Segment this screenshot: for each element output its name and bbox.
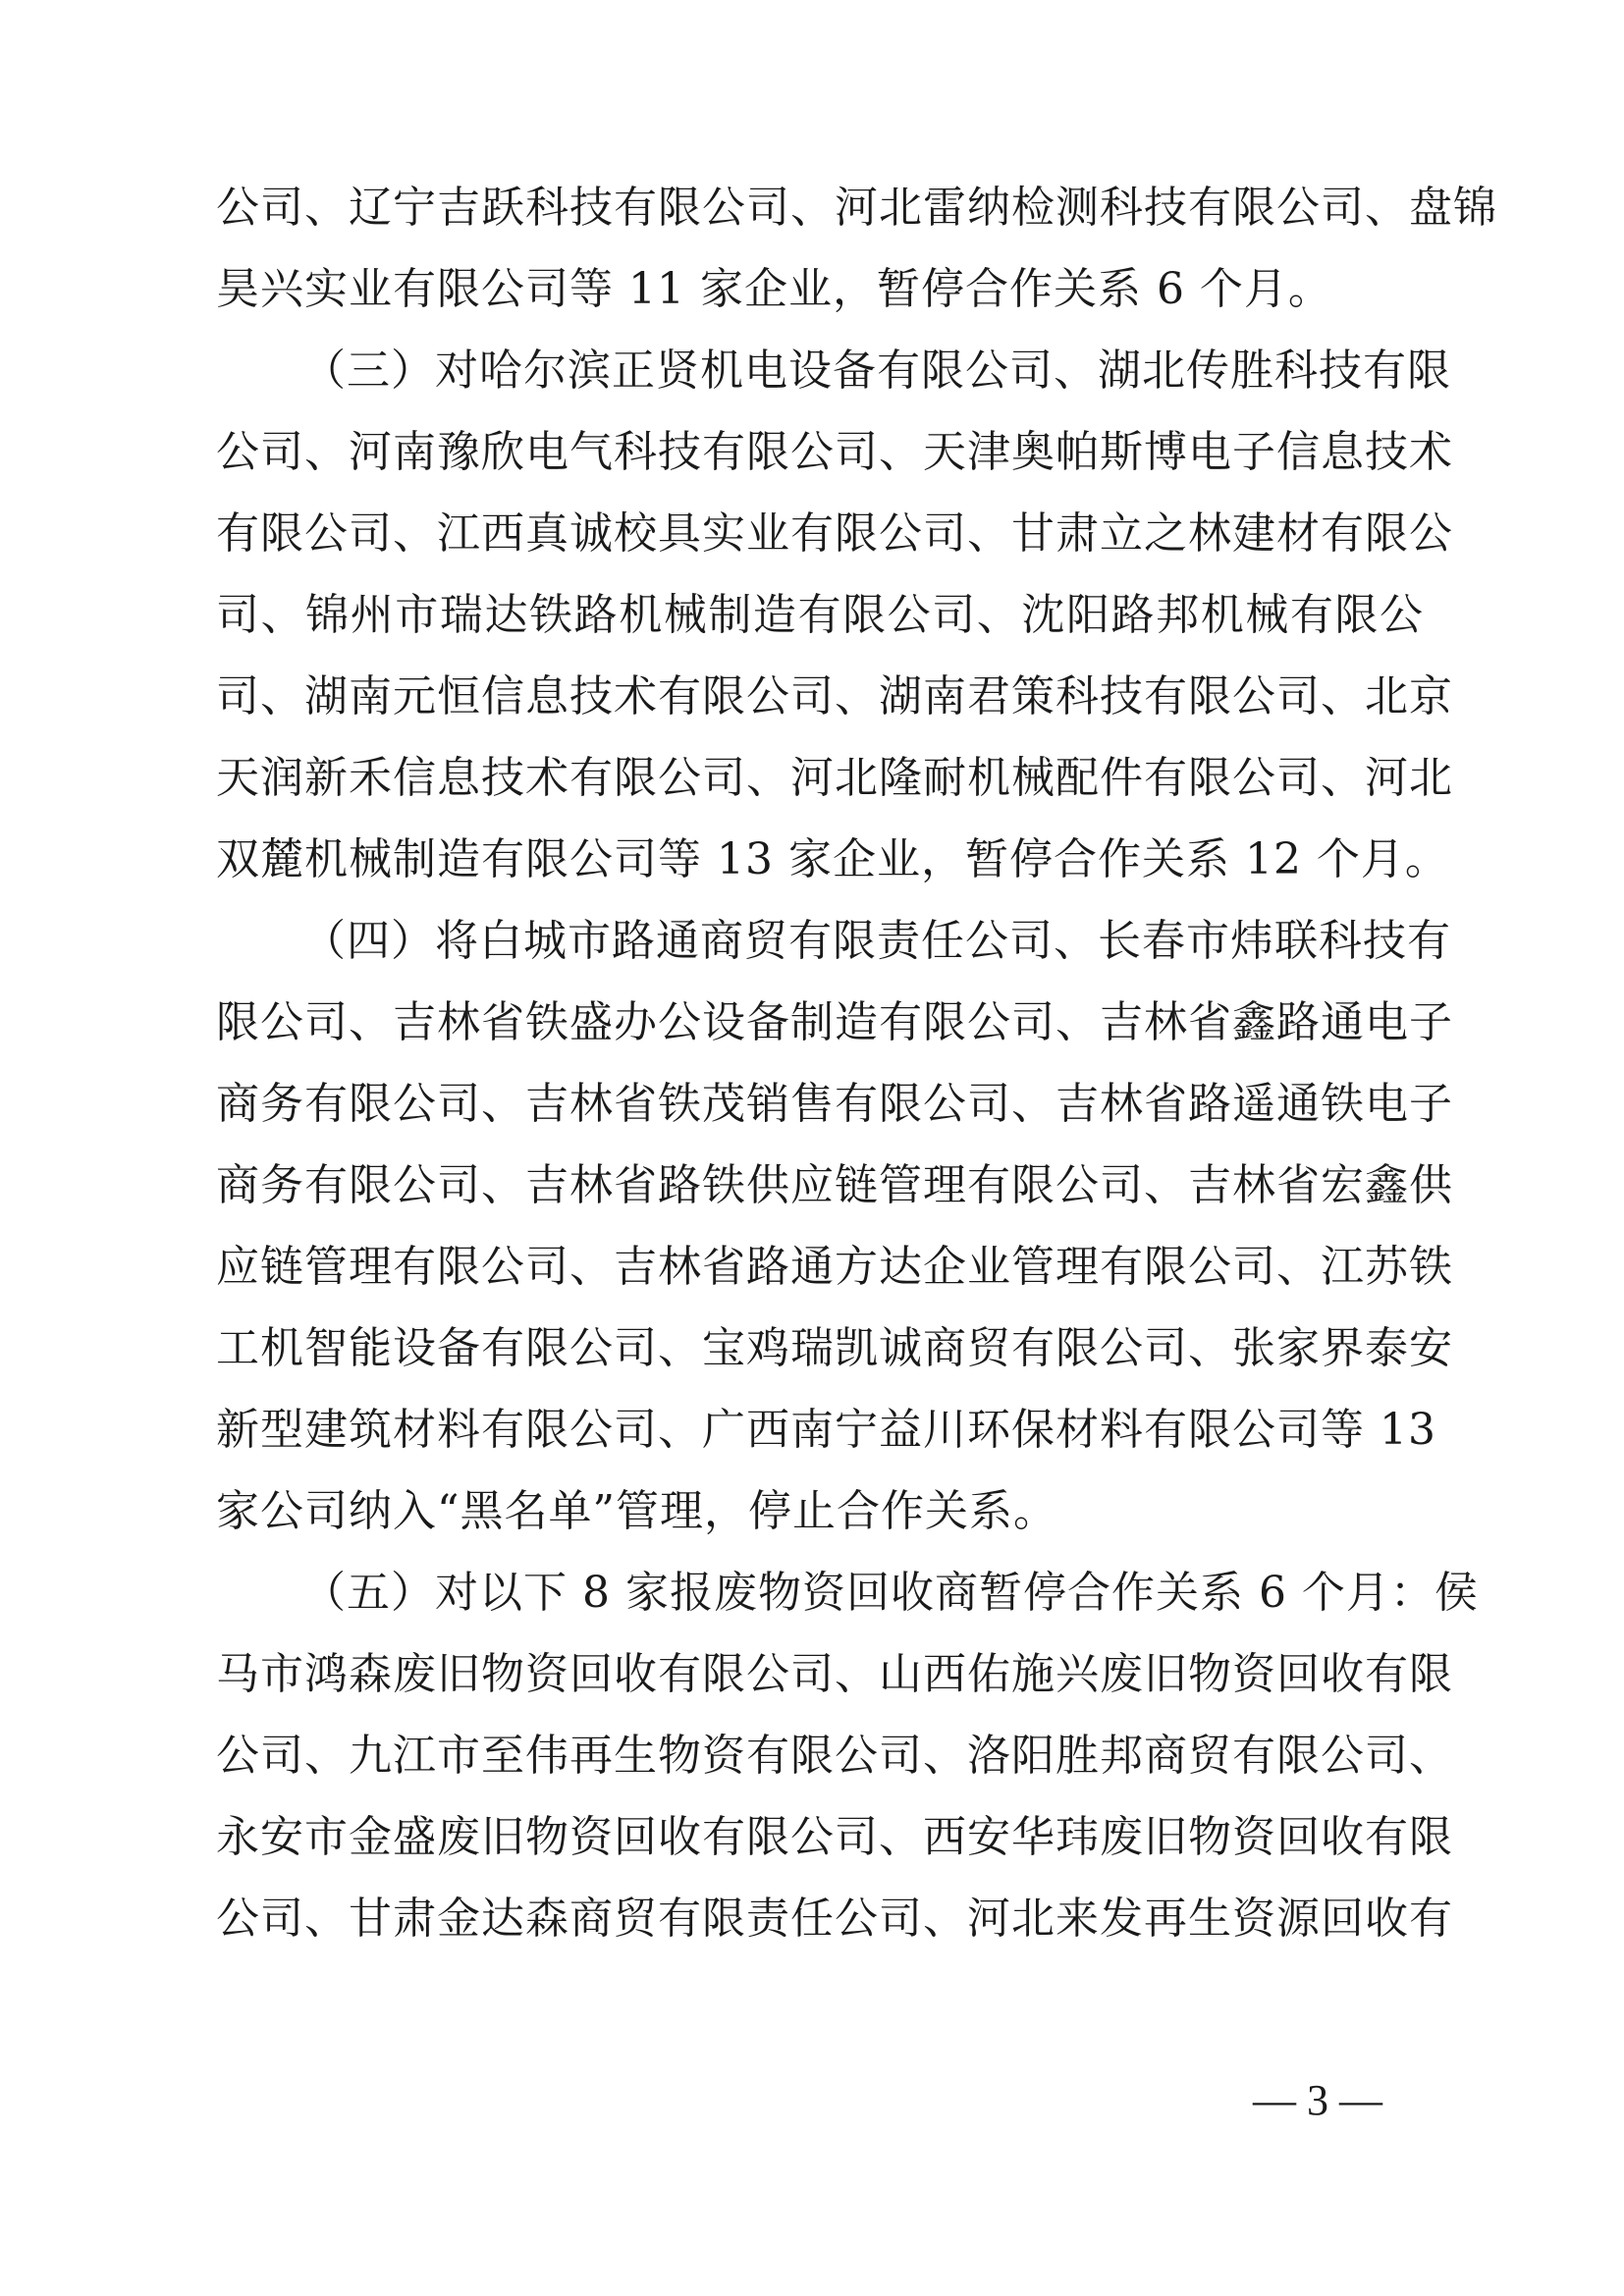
body-text-line: 昊兴实业有限公司等 11 家企业，暂停合作关系 6 个月。	[216, 264, 1332, 314]
paragraph-start-line: （三）对哈尔滨正贤机电设备有限公司、湖北传胜科技有限	[302, 346, 1451, 396]
body-text-line: 新型建筑材料有限公司、广西南宁益川环保材料有限公司等 13	[216, 1405, 1436, 1455]
body-text-line: 应链管理有限公司、吉林省路通方达企业管理有限公司、江苏铁	[216, 1242, 1453, 1292]
body-text-line: 马市鸿森废旧物资回收有限公司、山西佑施兴废旧物资回收有限	[216, 1649, 1453, 1699]
body-text-line: 司、湖南元恒信息技术有限公司、湖南君策科技有限公司、北京	[216, 671, 1453, 721]
body-text-line: 公司、河南豫欣电气科技有限公司、天津奥帕斯博电子信息技术	[216, 427, 1453, 477]
body-text-line: 天润新禾信息技术有限公司、河北隆耐机械配件有限公司、河北	[216, 753, 1453, 803]
body-text-line: 商务有限公司、吉林省铁茂销售有限公司、吉林省路遥通铁电子	[216, 1079, 1453, 1129]
body-text-line: 限公司、吉林省铁盛办公设备制造有限公司、吉林省鑫路通电子	[216, 997, 1453, 1047]
body-text-line: 公司、辽宁吉跃科技有限公司、河北雷纳检测科技有限公司、盘锦	[216, 183, 1497, 233]
body-text-line: 家公司纳入“黑名单”管理，停止合作关系。	[216, 1486, 1057, 1536]
paragraph-start-line: （五）对以下 8 家报废物资回收商暂停合作关系 6 个月：侯	[302, 1568, 1479, 1618]
body-text-line: 公司、甘肃金达森商贸有限责任公司、河北来发再生资源回收有	[216, 1894, 1453, 1944]
paragraph-start-line: （四）将白城市路通商贸有限责任公司、长春市炜联科技有	[302, 916, 1451, 966]
page-number: — 3 —	[1253, 2076, 1382, 2124]
body-text-line: 双麓机械制造有限公司等 13 家企业，暂停合作关系 12 个月。	[216, 834, 1449, 884]
body-text-line: 有限公司、江西真诚校具实业有限公司、甘肃立之林建材有限公	[216, 508, 1453, 559]
body-text-line: 公司、九江市至伟再生物资有限公司、洛阳胜邦商贸有限公司、	[216, 1731, 1453, 1781]
body-text-line: 司、锦州市瑞达铁路机械制造有限公司、沈阳路邦机械有限公	[216, 590, 1424, 640]
body-text-line: 永安市金盛废旧物资回收有限公司、西安华玮废旧物资回收有限	[216, 1812, 1453, 1862]
body-text-line: 工机智能设备有限公司、宝鸡瑞凯诚商贸有限公司、张家界泰安	[216, 1323, 1453, 1373]
body-text-line: 商务有限公司、吉林省路铁供应链管理有限公司、吉林省宏鑫供	[216, 1160, 1453, 1210]
